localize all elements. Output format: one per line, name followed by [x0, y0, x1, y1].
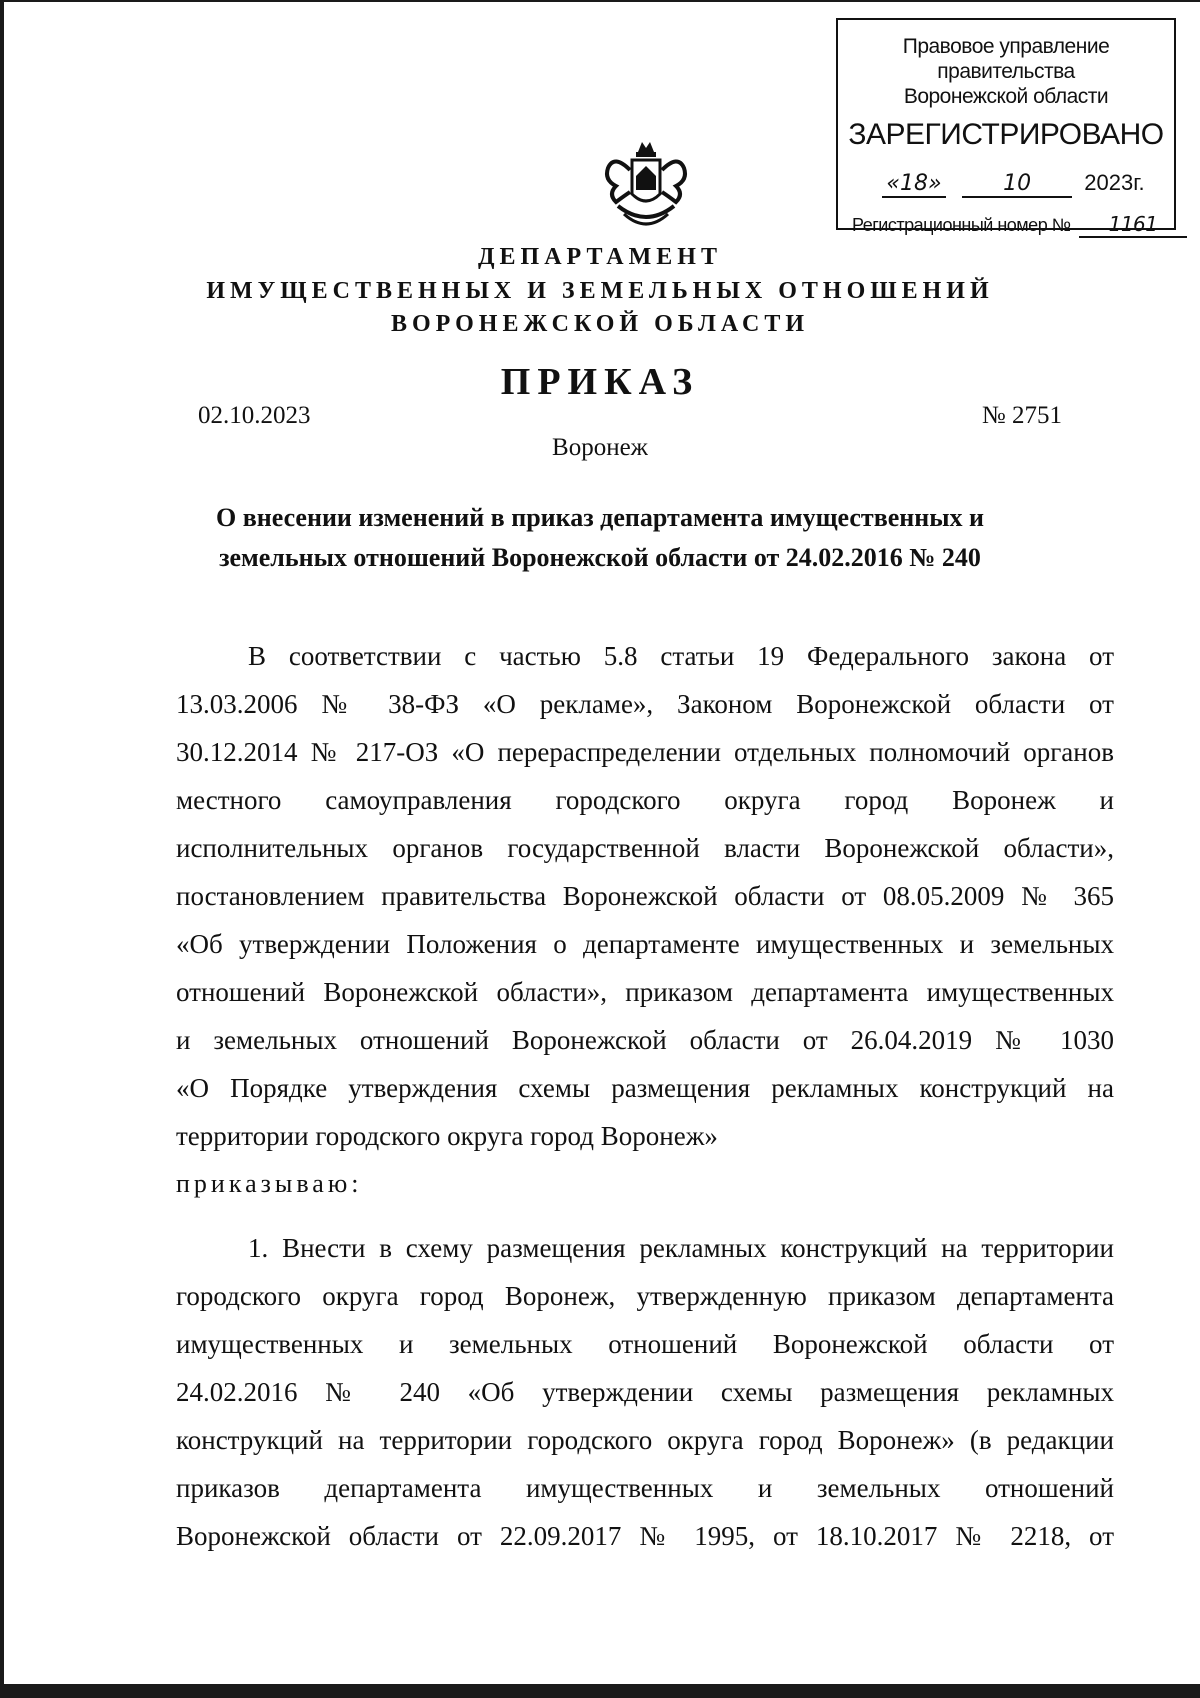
- preamble-line: постановлением правительства Воронежской области от 08.05.2009 № 365: [176, 881, 1114, 911]
- stamp-date-year: 2023г.: [1084, 170, 1145, 195]
- item-1-line: 1. Внести в схему размещения рекламных конструкций на территории: [248, 1233, 1114, 1263]
- item-1-line: приказов департамента имущественных и земельных отношений: [176, 1473, 1114, 1503]
- stamp-date-month: 10: [962, 171, 1072, 198]
- item-1-line: 24.02.2016 № 240 «Об утверждении схемы размещения рекламных: [176, 1377, 1114, 1407]
- order-city: Воронеж: [552, 434, 648, 461]
- scan-edge-top: [0, 0, 1200, 2]
- stamp-reg-number: 1161: [1079, 212, 1187, 238]
- coat-of-arms-icon: [598, 136, 694, 236]
- preamble-line: исполнительных органов государственной власти Воронежской области»,: [176, 833, 1114, 863]
- stamp-date: [882, 170, 1145, 198]
- document-type-title: ПРИКАЗ: [500, 361, 700, 403]
- item-1-line: конструкций на территории городского округа город Воронеж» (в редакции: [176, 1425, 1114, 1455]
- item-1-line: городского округа город Воронеж, утвержденную приказом департамента: [176, 1281, 1114, 1311]
- department-line-2: ИМУЩЕСТВЕННЫХ И ЗЕМЕЛЬНЫХ ОТНОШЕНИЙ: [206, 278, 994, 304]
- stamp-status: ЗАРЕГИСТРИРОВАНО: [848, 118, 1164, 151]
- stamp-reg-label: Регистрационный номер №: [852, 215, 1071, 235]
- preamble-line: территории городского округа город Воронеж»: [176, 1121, 718, 1151]
- subject-line-1: О внесении изменений в приказ департамента имущественных и: [215, 503, 985, 532]
- stamp-date-day: «18»: [882, 171, 946, 198]
- subject-line-2: земельных отношений Воронежской области от 24.02.2016 № 240: [219, 543, 981, 572]
- stamp-org-line-1: Правовое управление правительства: [902, 35, 1110, 83]
- registration-stamp: [836, 18, 1176, 236]
- preamble-line: 30.12.2014 № 217-ОЗ «О перераспределении отдельных полномочий органов: [176, 737, 1114, 767]
- item-1-paragraph: [176, 1224, 1114, 1560]
- preamble-line: В соответствии с частью 5.8 статьи 19 Федерального закона от: [248, 641, 1114, 671]
- order-date: 02.10.2023: [198, 402, 311, 429]
- item-1-line: имущественных и земельных отношений Воронежской области от: [176, 1329, 1114, 1359]
- preamble-line: отношений Воронежской области», приказом департамента имущественных: [176, 977, 1114, 1007]
- department-line-3: ВОРОНЕЖСКОЙ ОБЛАСТИ: [390, 311, 810, 337]
- stamp-reg-number-line: [852, 212, 1187, 238]
- order-word: приказываю:: [176, 1169, 363, 1198]
- preamble-line: «О Порядке утверждения схемы размещения рекламных конструкций на: [176, 1073, 1114, 1103]
- preamble-line: 13.03.2006 № 38-ФЗ «О рекламе», Законом Воронежской области от: [176, 689, 1114, 719]
- preamble-line: «Об утверждении Положения о департаменте имущественных и земельных: [176, 929, 1114, 959]
- item-1-line: Воронежской области от 22.09.2017 № 1995, от 18.10.2017 № 2218, от: [176, 1521, 1114, 1551]
- preamble-line: и земельных отношений Воронежской области от 26.04.2019 № 1030: [176, 1025, 1114, 1055]
- order-subject: [150, 498, 1050, 578]
- stamp-organization: [838, 34, 1174, 109]
- department-line-1: ДЕПАРТАМЕНТ: [478, 244, 722, 270]
- order-number: № 2751: [981, 402, 1062, 429]
- preamble-paragraph: [176, 632, 1114, 1208]
- preamble-line: местного самоуправления городского округа город Воронеж и: [176, 785, 1114, 815]
- scan-edge-bottom: [0, 1684, 1200, 1698]
- stamp-org-line-2: Воронежской области: [903, 85, 1109, 108]
